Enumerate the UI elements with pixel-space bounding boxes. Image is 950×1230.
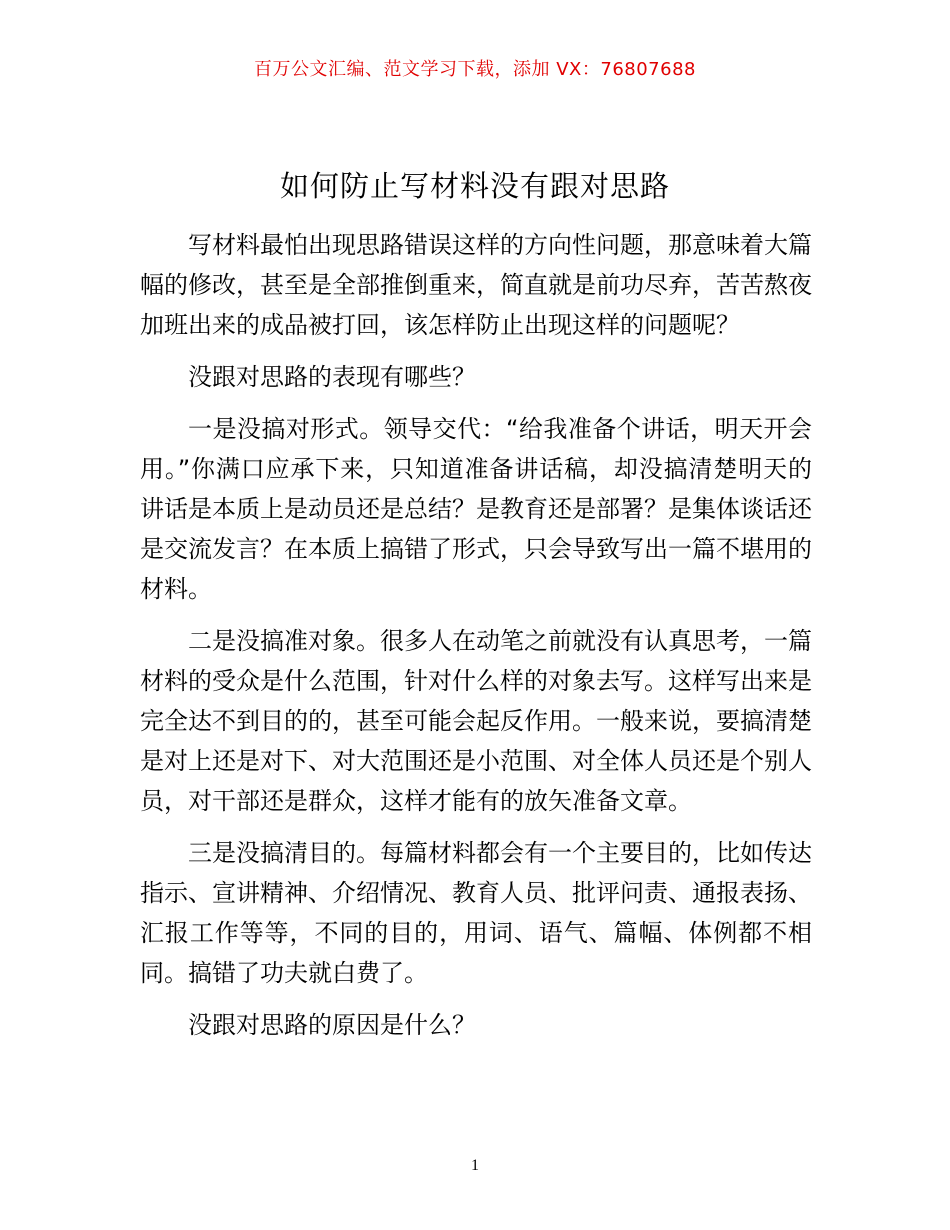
page-number: 1 bbox=[471, 1157, 479, 1174]
document-title: 如何防止写材料没有跟对思路 bbox=[279, 169, 670, 203]
paragraph-question-causes: 没跟对思路的原因是什么？ bbox=[188, 1011, 476, 1039]
paragraph-point-form: 一是没搞对形式。领导交代：“给我准备个讲话，明天开会用。”你满口应承下来，只知道准备讲话稿，却没搞清楚明天的讲话是本质上是动员还是总结？是教育还是部署？是集体谈话还是交流发言？在本质上搞错了形式，只会导致写出一篇不堪用的材料。 bbox=[140, 415, 812, 603]
watermark-header: 百万公文汇编、范文学习下载，添加 VX：76807688 bbox=[254, 59, 696, 80]
paragraph-question-symptoms: 没跟对思路的表现有哪些？ bbox=[188, 363, 476, 391]
document-body bbox=[140, 225, 812, 1057]
paragraph-point-audience: 二是没搞准对象。很多人在动笔之前就没有认真思考，一篇材料的受众是什么范围，针对什么样的对象去写。这样写出来是完全达不到目的的，甚至可能会起反作用。一般来说，要搞清楚是对上还是对下、对大范围还是小范围、对全体人员还是个别人员，对干部还是群众，这样才能有的放矢准备文章。 bbox=[140, 627, 812, 815]
paragraph-point-purpose: 三是没搞清目的。每篇材料都会有一个主要目的，比如传达指示、宣讲精神、介绍情况、教育人员、批评问责、通报表扬、汇报工作等等，不同的目的，用词、语气、篇幅、体例都不相同。搞错了功夫就白费了。 bbox=[140, 839, 812, 987]
paragraph-intro: 写材料最怕出现思路错误这样的方向性问题，那意味着大篇幅的修改，甚至是全部推倒重来，简直就是前功尽弃，苦苦熬夜加班出来的成品被打回，该怎样防止出现这样的问题呢？ bbox=[140, 231, 812, 339]
